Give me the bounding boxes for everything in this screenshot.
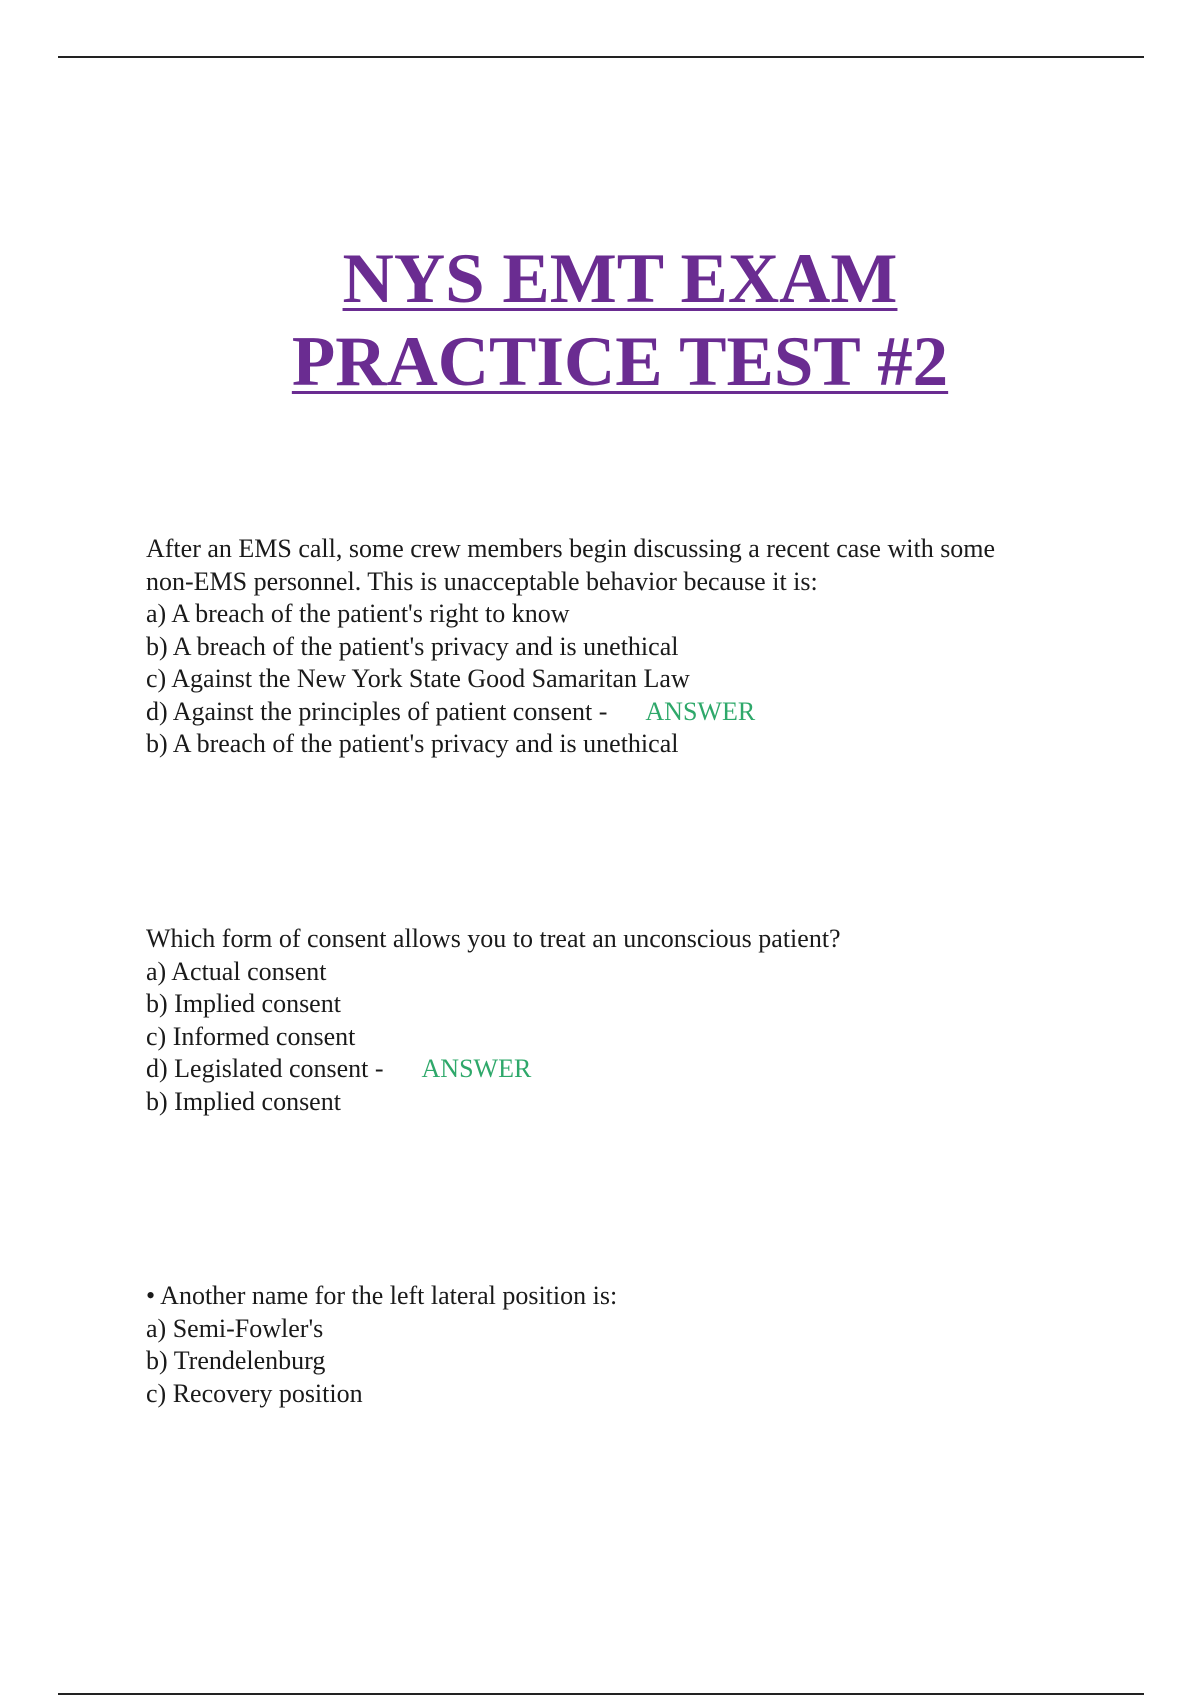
option-d: d) Legislated consent -	[146, 1054, 384, 1083]
title-line-2: PRACTICE TEST #2	[291, 323, 949, 401]
option-a: a) Semi-Fowler's	[146, 1313, 324, 1343]
question-2	[146, 923, 1086, 1118]
option-a: a) A breach of the patient's right to know	[146, 599, 570, 628]
document-title	[0, 238, 1200, 404]
question-text: After an EMS call, some crew members begin discussing a recent case with some	[146, 534, 996, 563]
option-b: b) Implied consent	[146, 989, 341, 1018]
answer-label: ANSWER	[645, 696, 756, 726]
question-text: • Another name for the left lateral position is:	[146, 1281, 618, 1310]
option-c: c) Informed consent	[146, 1021, 356, 1051]
question-1	[146, 533, 1086, 761]
title-line-1: NYS EMT EXAM	[342, 240, 898, 318]
option-a: a) Actual consent	[146, 956, 327, 986]
header-rule	[58, 56, 1144, 58]
footer-rule	[58, 1693, 1144, 1695]
option-d-row	[146, 1053, 1086, 1086]
option-b: b) A breach of the patient's privacy and is unethical	[146, 631, 679, 661]
answer-label: ANSWER	[421, 1054, 532, 1083]
option-b: b) Trendelenburg	[146, 1346, 326, 1375]
answer-text: b) A breach of the patient's privacy and is unethical	[146, 729, 679, 758]
option-c: c) Recovery position	[146, 1378, 363, 1408]
question-3	[146, 1280, 1086, 1410]
option-c: c) Against the New York State Good Samaritan Law	[146, 664, 690, 693]
option-d: d) Against the principles of patient consent -	[146, 696, 608, 726]
option-d-row	[146, 696, 1086, 729]
question-text: Which form of consent allows you to treat an unconscious patient?	[146, 924, 841, 953]
answer-text: b) Implied consent	[146, 1086, 341, 1116]
question-text: non-EMS personnel. This is unacceptable behavior because it is:	[146, 566, 818, 596]
